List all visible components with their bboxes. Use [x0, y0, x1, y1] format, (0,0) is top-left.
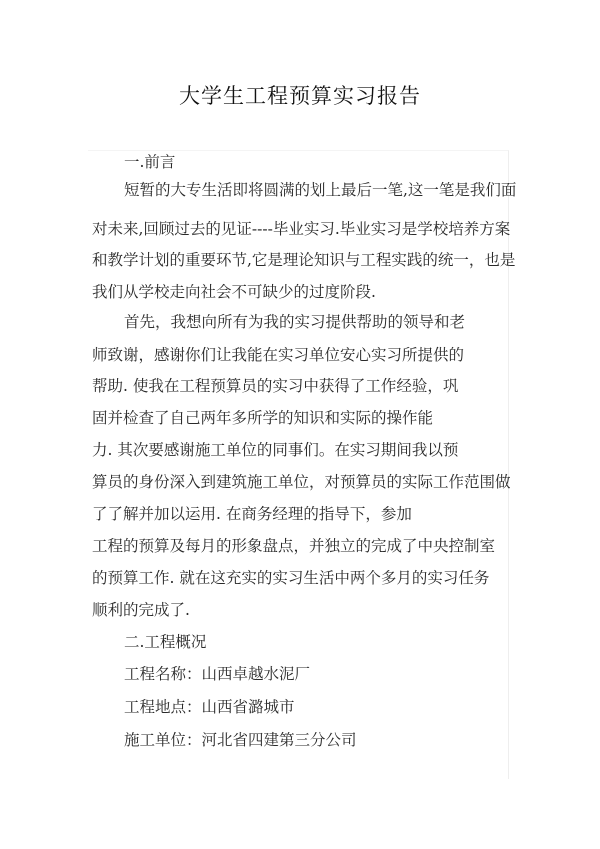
text-line: 的预算工作. 就在这充实的实习生活中两个多月的实习任务 — [92, 569, 490, 587]
text-line: 力. 其次要感谢施工单位的同事们。在实习期间我以预 — [92, 441, 459, 459]
text-line: 固并检查了自己两年多所学的知识和实际的操作能 — [92, 409, 434, 427]
content-frame — [88, 150, 509, 779]
text-line: 工程名称：山西卓越水泥厂 — [124, 665, 311, 683]
text-line: 算员的身份深入到建筑施工单位，对预算员的实际工作范围做 — [92, 473, 511, 491]
text-line: 和教学计划的重要环节,它是理论知识与工程实践的统一，也是 — [92, 251, 516, 269]
text-line: 我们从学校走向社会不可缺少的过度阶段. — [92, 283, 376, 301]
text-line: 了了解并加以运用. 在商务经理的指导下，参加 — [92, 505, 412, 523]
text-line: 施工单位：河北省四建第三分公司 — [124, 731, 357, 749]
section-heading: 二.工程概况 — [124, 633, 207, 651]
document-title: 大学生工程预算实习报告 — [179, 84, 421, 108]
text-line: 对未来,回顾过去的见证----毕业实习.毕业实习是学校培养方案 — [92, 220, 511, 238]
text-line: 师致谢，感谢你们让我能在实习单位安心实习所提供的 — [92, 346, 465, 364]
text-line: 工程的预算及每月的形象盘点，并独立的完成了中央控制室 — [92, 537, 496, 555]
text-line: 工程地点：山西省潞城市 — [124, 698, 295, 716]
text-line: 首先，我想向所有为我的实习提供帮助的领导和老 — [124, 313, 466, 331]
text-line: 顺利的完成了. — [92, 601, 190, 619]
text-line: 帮助. 使我在工程预算员的实习中获得了工作经验，巩 — [92, 377, 459, 395]
text-line: 短暂的大专生活即将圆满的划上最后一笔,这一笔是我们面 — [124, 181, 517, 199]
section-heading: 一.前言 — [124, 153, 176, 171]
